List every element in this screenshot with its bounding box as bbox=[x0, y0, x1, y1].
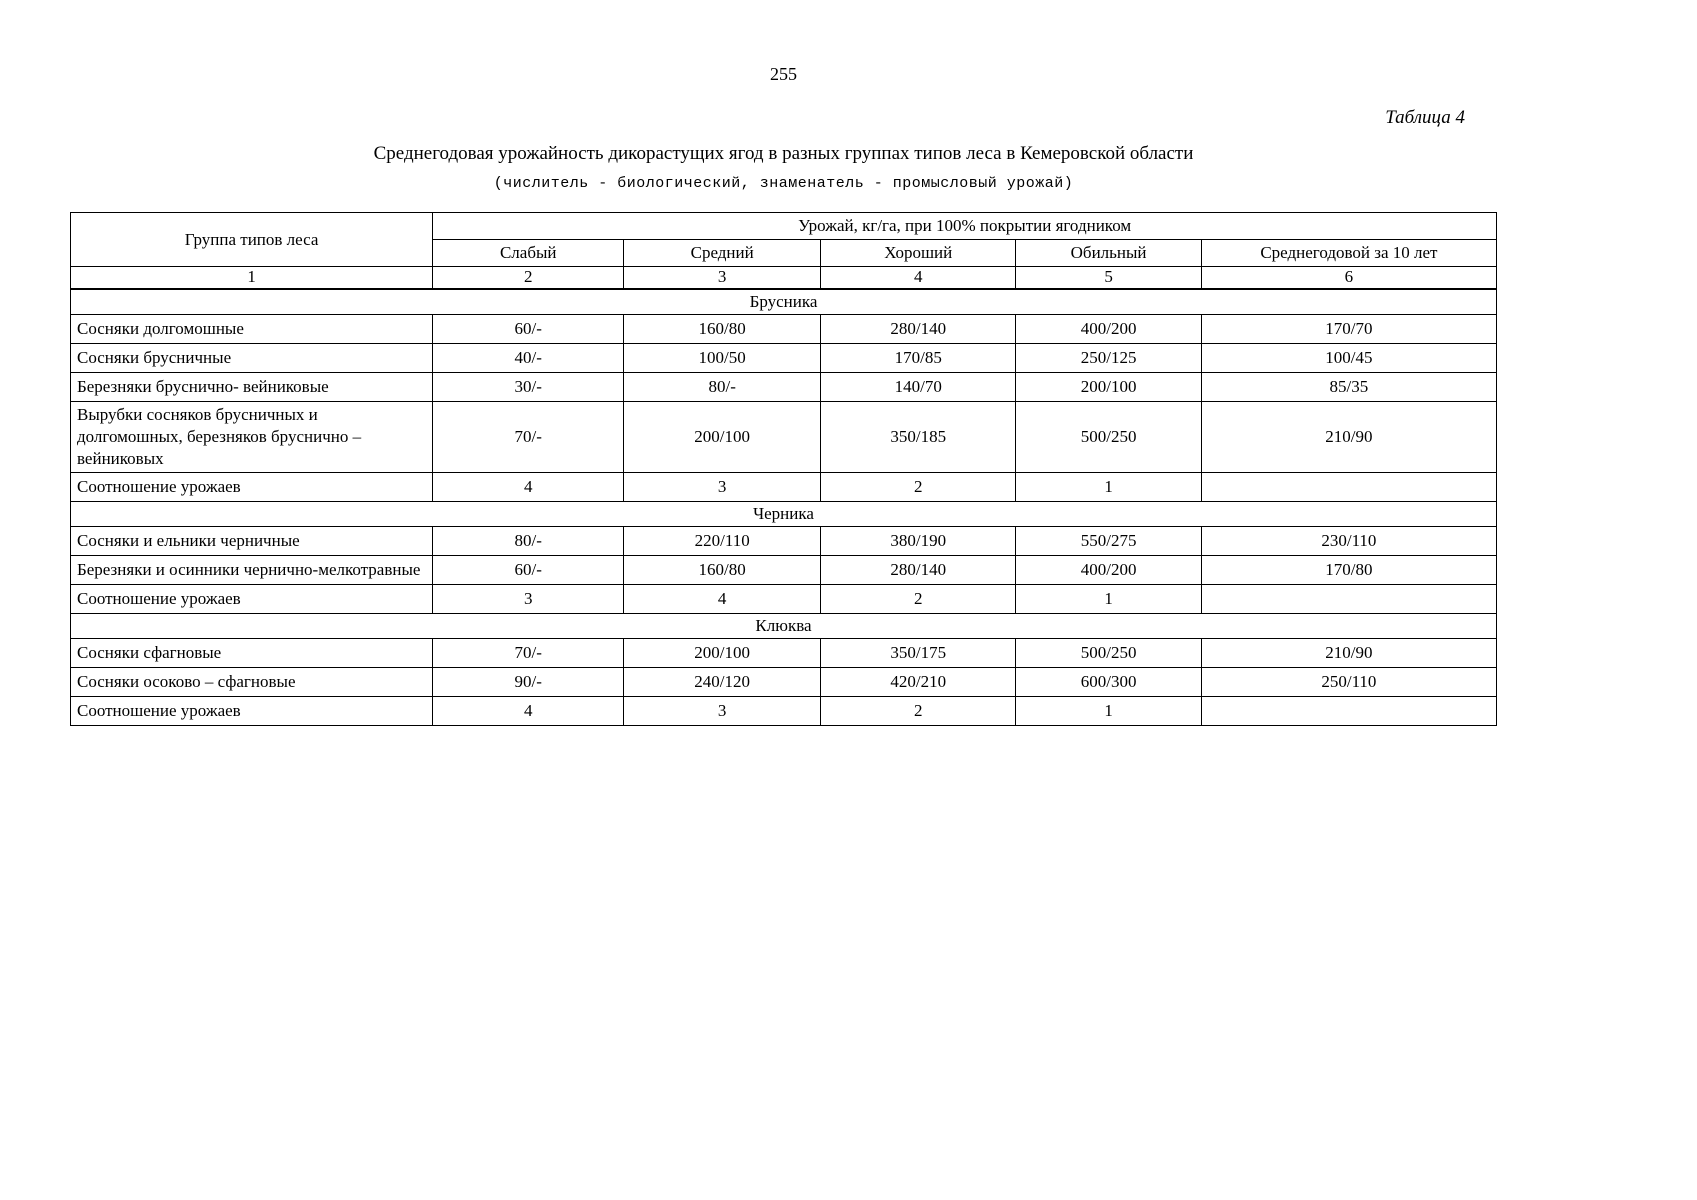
value-cell: 80/- bbox=[433, 527, 624, 556]
table-row bbox=[71, 585, 1497, 614]
col-header-yield-span: Урожай, кг/га, при 100% покрытии ягодником bbox=[433, 213, 1497, 240]
value-cell bbox=[1201, 585, 1496, 614]
section-title: Клюква bbox=[71, 614, 1497, 639]
value-cell: 210/90 bbox=[1201, 401, 1496, 472]
value-cell: 100/45 bbox=[1201, 343, 1496, 372]
row-label-cell: Сосняки и ельники черничные bbox=[71, 527, 433, 556]
table-row bbox=[71, 639, 1497, 668]
value-cell: 85/35 bbox=[1201, 372, 1496, 401]
value-cell: 220/110 bbox=[624, 527, 821, 556]
table-row bbox=[71, 372, 1497, 401]
yield-table-body bbox=[71, 213, 1497, 726]
value-cell: 3 bbox=[624, 697, 821, 726]
value-cell: 2 bbox=[821, 585, 1016, 614]
table-row bbox=[71, 314, 1497, 343]
row-label-cell: Вырубки сосняков брусничных и долгомошных, березняков бруснично – вейниковых bbox=[71, 401, 433, 472]
value-cell: 60/- bbox=[433, 314, 624, 343]
value-cell: 380/190 bbox=[821, 527, 1016, 556]
col-number-6: 6 bbox=[1201, 267, 1496, 289]
value-cell: 160/80 bbox=[624, 556, 821, 585]
value-cell: 420/210 bbox=[821, 668, 1016, 697]
value-cell: 1 bbox=[1016, 697, 1201, 726]
header-row-1 bbox=[71, 213, 1497, 240]
value-cell: 1 bbox=[1016, 585, 1201, 614]
value-cell: 170/85 bbox=[821, 343, 1016, 372]
value-cell: 2 bbox=[821, 697, 1016, 726]
value-cell: 100/50 bbox=[624, 343, 821, 372]
row-label-cell: Соотношение урожаев bbox=[71, 585, 433, 614]
col-sub-header-1: Слабый bbox=[433, 240, 624, 267]
table-subtitle: (числитель - биологический, знаменатель - промысловый урожай) bbox=[493, 175, 1074, 192]
table-caption-label: Таблица 4 bbox=[1385, 107, 1465, 128]
value-cell: 240/120 bbox=[624, 668, 821, 697]
value-cell: 170/70 bbox=[1201, 314, 1496, 343]
value-cell: 250/110 bbox=[1201, 668, 1496, 697]
col-sub-header-3: Хороший bbox=[821, 240, 1016, 267]
section-title: Черника bbox=[71, 501, 1497, 526]
value-cell: 40/- bbox=[433, 343, 624, 372]
page-content bbox=[70, 0, 1497, 726]
value-cell: 350/185 bbox=[821, 401, 1016, 472]
column-number-row bbox=[71, 267, 1497, 289]
value-cell: 210/90 bbox=[1201, 639, 1496, 668]
value-cell: 4 bbox=[433, 472, 624, 501]
col-sub-header-5: Среднегодовой за 10 лет bbox=[1201, 240, 1496, 267]
section-title-row bbox=[71, 614, 1497, 639]
value-cell: 230/110 bbox=[1201, 527, 1496, 556]
row-label-cell: Сосняки долгомошные bbox=[71, 314, 433, 343]
col-number-3: 3 bbox=[624, 267, 821, 289]
value-cell: 4 bbox=[624, 585, 821, 614]
yield-table bbox=[70, 212, 1497, 726]
col-header-forest-group: Группа типов леса bbox=[71, 213, 433, 267]
value-cell: 30/- bbox=[433, 372, 624, 401]
value-cell: 500/250 bbox=[1016, 639, 1201, 668]
col-number-2: 2 bbox=[433, 267, 624, 289]
section-title-row bbox=[71, 501, 1497, 526]
value-cell: 90/- bbox=[433, 668, 624, 697]
value-cell: 600/300 bbox=[1016, 668, 1201, 697]
section-title: Брусника bbox=[71, 289, 1497, 315]
value-cell: 80/- bbox=[624, 372, 821, 401]
table-row bbox=[71, 472, 1497, 501]
row-label-cell: Березняки бруснично- вейниковые bbox=[71, 372, 433, 401]
col-number-5: 5 bbox=[1016, 267, 1201, 289]
value-cell: 550/275 bbox=[1016, 527, 1201, 556]
row-label-cell: Соотношение урожаев bbox=[71, 472, 433, 501]
row-label-cell: Сосняки осоково – сфагновые bbox=[71, 668, 433, 697]
value-cell: 4 bbox=[433, 697, 624, 726]
row-label-cell: Сосняки сфагновые bbox=[71, 639, 433, 668]
value-cell: 170/80 bbox=[1201, 556, 1496, 585]
value-cell: 3 bbox=[433, 585, 624, 614]
table-row bbox=[71, 343, 1497, 372]
value-cell: 3 bbox=[624, 472, 821, 501]
table-row bbox=[71, 401, 1497, 472]
value-cell: 350/175 bbox=[821, 639, 1016, 668]
section-title-row bbox=[71, 289, 1497, 315]
row-label-cell: Соотношение урожаев bbox=[71, 697, 433, 726]
col-number-1: 1 bbox=[71, 267, 433, 289]
table-title: Среднегодовая урожайность дикорастущих ягод в разных группах типов леса в Кемеровской области bbox=[373, 143, 1194, 164]
value-cell bbox=[1201, 697, 1496, 726]
value-cell: 2 bbox=[821, 472, 1016, 501]
col-sub-header-4: Обильный bbox=[1016, 240, 1201, 267]
value-cell: 280/140 bbox=[821, 314, 1016, 343]
value-cell: 400/200 bbox=[1016, 314, 1201, 343]
table-row bbox=[71, 668, 1497, 697]
table-row bbox=[71, 556, 1497, 585]
row-label-cell: Березняки и осинники чернично-мелкотравные bbox=[71, 556, 433, 585]
col-sub-header-2: Средний bbox=[624, 240, 821, 267]
value-cell: 140/70 bbox=[821, 372, 1016, 401]
value-cell: 200/100 bbox=[624, 401, 821, 472]
value-cell: 400/200 bbox=[1016, 556, 1201, 585]
row-label-cell: Сосняки брусничные bbox=[71, 343, 433, 372]
value-cell bbox=[1201, 472, 1496, 501]
page-number: 255 bbox=[770, 64, 797, 84]
value-cell: 70/- bbox=[433, 401, 624, 472]
value-cell: 1 bbox=[1016, 472, 1201, 501]
value-cell: 60/- bbox=[433, 556, 624, 585]
value-cell: 200/100 bbox=[624, 639, 821, 668]
value-cell: 500/250 bbox=[1016, 401, 1201, 472]
value-cell: 280/140 bbox=[821, 556, 1016, 585]
value-cell: 160/80 bbox=[624, 314, 821, 343]
table-row bbox=[71, 697, 1497, 726]
value-cell: 250/125 bbox=[1016, 343, 1201, 372]
table-row bbox=[71, 527, 1497, 556]
value-cell: 70/- bbox=[433, 639, 624, 668]
col-number-4: 4 bbox=[821, 267, 1016, 289]
value-cell: 200/100 bbox=[1016, 372, 1201, 401]
